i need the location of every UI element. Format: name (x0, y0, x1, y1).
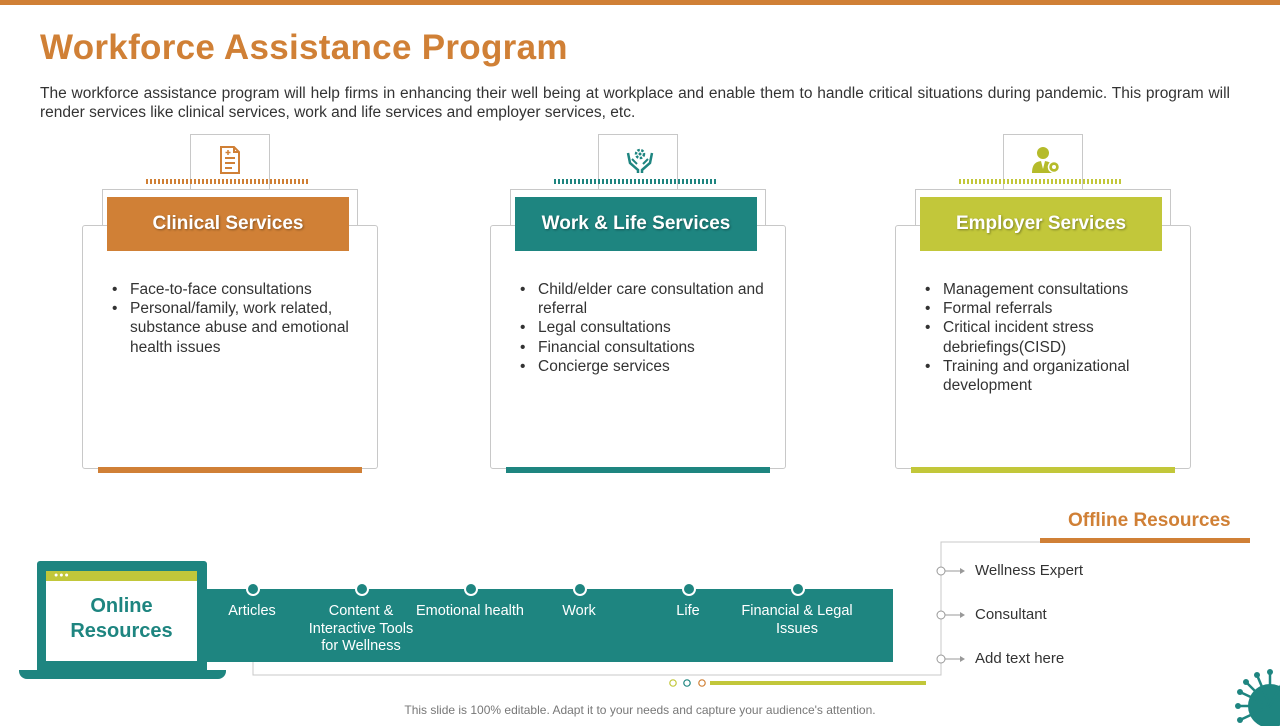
online-resources-bar (205, 589, 893, 662)
timeline-node (573, 582, 587, 596)
offline-resources-title: Offline Resources (1068, 510, 1231, 531)
screen-title-bar: ●●● (46, 571, 197, 581)
list-item: • Financial consultations (520, 338, 770, 357)
work-life-services-header: Work & Life Services (515, 197, 757, 251)
employer-services-header: Employer Services (920, 197, 1162, 251)
employer-services-list (925, 280, 1175, 395)
laptop-screen (46, 571, 197, 661)
page-title: Workforce Assistance Program (40, 28, 568, 67)
offline-item-add-text: Add text here (975, 650, 1065, 667)
clinical-services-list (112, 280, 362, 357)
list-item: • Legal consultations (520, 318, 770, 337)
offline-title-underline (1040, 538, 1250, 543)
work-life-services-card (490, 134, 786, 474)
timeline-node (464, 582, 478, 596)
list-item: • Management consultations (925, 280, 1175, 299)
virus-decoration-icon (1230, 666, 1280, 726)
timeline-label: Articles (228, 603, 276, 619)
employer-services-card (895, 134, 1191, 474)
timeline-label: Life (676, 603, 700, 619)
work-life-services-list (520, 280, 770, 376)
clinical-services-header: Clinical Services (107, 197, 349, 251)
card-bottom-bar (506, 467, 770, 473)
timeline-label: Financial & Legal Issues (741, 603, 853, 637)
list-item: • Personal/family, work related, substance abuse and emotional health issues (112, 299, 362, 357)
online-title-line1: Online (90, 595, 153, 617)
timeline-label: Emotional health (415, 603, 524, 619)
clipboard-document-icon (218, 145, 242, 175)
online-title-line2: Resources (70, 620, 173, 642)
top-accent-bar (0, 0, 1280, 5)
card-bottom-bar (911, 467, 1175, 473)
dotted-divider (146, 179, 310, 184)
offline-item-wellness-expert: Wellness Expert (975, 562, 1084, 579)
timeline-label: Content & Interactive Tools for Wellness (308, 603, 414, 654)
hands-gear-icon (626, 145, 654, 175)
list-item: • Critical incident stress debriefings(CISD) (925, 318, 1175, 356)
employer-person-icon (1031, 145, 1061, 175)
timeline-node (246, 582, 260, 596)
intro-paragraph: The workforce assistance program will help firms in enhancing their well being at workplace and enable them to handle critical situations during pandemic. This program will render services like clinical services, work and life services and employer services, etc. (40, 85, 1230, 121)
timeline-node (355, 582, 369, 596)
list-item: • Face-to-face consultations (112, 280, 362, 299)
list-item: • Training and organizational development (925, 357, 1175, 395)
dotted-divider (554, 179, 718, 184)
online-resources-title (46, 594, 197, 644)
list-item: • Formal referrals (925, 299, 1175, 318)
timeline-node (682, 582, 696, 596)
dotted-divider (959, 179, 1123, 184)
timeline-label: Work (562, 603, 596, 619)
laptop-icon (37, 561, 207, 673)
footer-note: This slide is 100% editable. Adapt it to your needs and capture your audience's attention. (404, 703, 876, 717)
offline-item-consultant: Consultant (975, 606, 1047, 623)
timeline-node (791, 582, 805, 596)
list-item: • Child/elder care consultation and referral (520, 280, 770, 318)
list-item: • Concierge services (520, 357, 770, 376)
laptop-base (19, 670, 226, 679)
card-bottom-bar (98, 467, 362, 473)
clinical-services-card (82, 134, 378, 474)
